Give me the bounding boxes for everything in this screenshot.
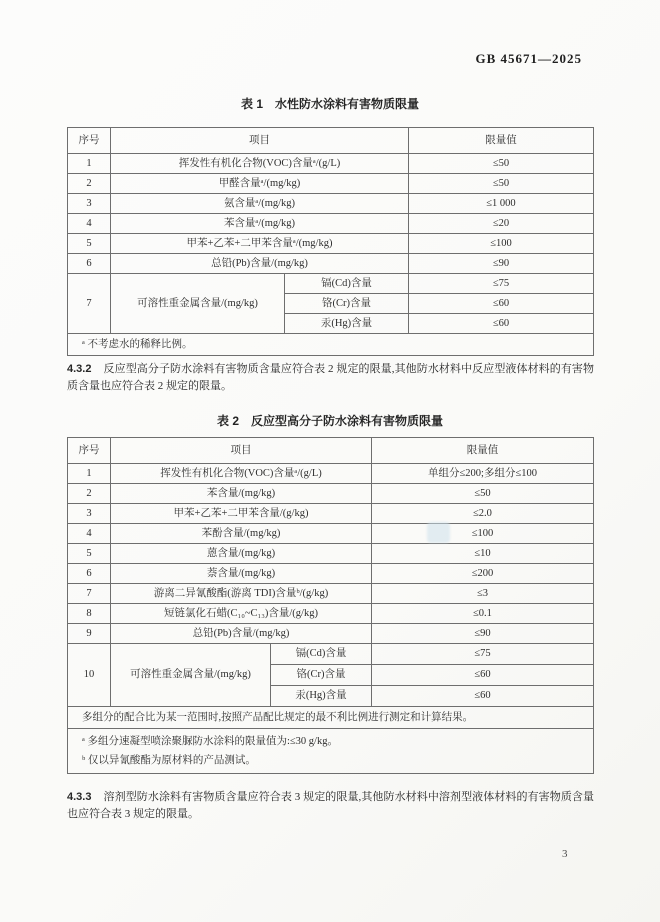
row-limit: ≤60	[372, 665, 594, 686]
row-item: 苯酚含量/(mg/kg)	[111, 524, 372, 544]
scan-watermark-blob	[427, 522, 450, 543]
table2-note: 多组分的配合比为某一范围时,按照产品配比规定的最不利比例进行测定和计算结果。	[68, 707, 594, 729]
table2-footnotes	[68, 729, 594, 774]
row-limit: ≤60	[409, 294, 594, 314]
row-limit: ≤50	[409, 154, 594, 174]
row-index: 3	[68, 504, 111, 524]
row-limit: 单组分≤200;多组分≤100	[372, 464, 594, 484]
row-index: 4	[68, 214, 111, 234]
row-item: 蒽含量/(mg/kg)	[111, 544, 372, 564]
row-index: 1	[68, 154, 111, 174]
row-index: 5	[68, 544, 111, 564]
table-row	[68, 174, 594, 194]
table1-footnote-row	[68, 334, 594, 356]
row-limit: ≤60	[409, 314, 594, 334]
row-index: 7	[68, 584, 111, 604]
table1-title: 表 1 水性防水涂料有害物质限量	[240, 97, 419, 111]
table-row	[68, 154, 594, 174]
row-limit: ≤50	[372, 484, 594, 504]
row-item: 总铅(Pb)含量/(mg/kg)	[111, 254, 409, 274]
table1	[67, 127, 594, 356]
row-subitem: 镉(Cd)含量	[271, 644, 372, 665]
row-index: 7	[68, 274, 111, 334]
table2	[67, 437, 594, 774]
row-index: 2	[68, 484, 111, 504]
table-row-group	[68, 274, 594, 294]
row-index: 9	[68, 624, 111, 644]
row-index: 1	[68, 464, 111, 484]
row-item-group: 可溶性重金属含量/(mg/kg)	[111, 644, 271, 707]
row-item: 苯含量ᵃ/(mg/kg)	[111, 214, 409, 234]
table-row	[68, 464, 594, 484]
table-row-group	[68, 644, 594, 665]
row-subitem: 汞(Hg)含量	[285, 314, 409, 334]
row-item: 总铅(Pb)含量/(mg/kg)	[111, 624, 372, 644]
row-limit: ≤0.1	[372, 604, 594, 624]
row-limit: ≤100	[409, 234, 594, 254]
row-index: 6	[68, 564, 111, 584]
row-limit: ≤1 000	[409, 194, 594, 214]
row-item: 挥发性有机化合物(VOC)含量ᵃ/(g/L)	[111, 154, 409, 174]
row-item: 挥发性有机化合物(VOC)含量ᵃ/(g/L)	[111, 464, 372, 484]
section-4-3-2	[67, 361, 594, 394]
page-number: 3	[562, 848, 568, 860]
table-row	[68, 544, 594, 564]
row-item: 短链氯化石蜡(C₁₀~C₁₃)含量/(g/kg)	[111, 604, 372, 624]
table-row	[68, 624, 594, 644]
table2-footnote-a: ᵃ 多组分速凝型喷涂聚脲防水涂料的限量值为:≤30 g/kg。	[82, 736, 338, 747]
table2-header-index: 序号	[68, 438, 111, 464]
table-row	[68, 234, 594, 254]
row-item-group: 可溶性重金属含量/(mg/kg)	[111, 274, 285, 334]
section-text: 溶剂型防水涂料有害物质含量应符合表 3 规定的限量,其他防水材料中溶剂型液体材料的有害物质含量也应符合表 3 规定的限量。	[67, 791, 594, 820]
row-item: 苯含量/(mg/kg)	[111, 484, 372, 504]
row-limit: ≤75	[372, 644, 594, 665]
table2-footnote-row	[68, 729, 594, 774]
table1-header-index: 序号	[68, 128, 111, 154]
table2-footnote-b: ᵇ 仅以异氰酸酯为原材料的产品测试。	[82, 755, 256, 766]
table-row	[68, 214, 594, 234]
table-row	[68, 484, 594, 504]
table2-header-limit: 限量值	[372, 438, 594, 464]
table-row	[68, 524, 594, 544]
row-item: 甲苯+乙苯+二甲苯含量/(g/kg)	[111, 504, 372, 524]
table1-header-row	[68, 128, 594, 154]
table1-footnote: ᵃ 不考虑水的稀释比例。	[68, 334, 594, 356]
table-row	[68, 564, 594, 584]
table2-note-row	[68, 707, 594, 729]
section-text: 反应型高分子防水涂料有害物质含量应符合表 2 规定的限量,其他防水材料中反应型液体材料的有害物质含量也应符合表 2 规定的限量。	[67, 363, 594, 392]
row-item: 甲苯+乙苯+二甲苯含量ᵃ/(mg/kg)	[111, 234, 409, 254]
row-subitem: 汞(Hg)含量	[271, 686, 372, 707]
row-limit: ≤60	[372, 686, 594, 707]
row-index: 10	[68, 644, 111, 707]
row-limit: ≤90	[372, 624, 594, 644]
row-index: 8	[68, 604, 111, 624]
table1-header-item: 项目	[111, 128, 409, 154]
section-number: 4.3.3	[67, 791, 92, 803]
section-4-3-3	[67, 789, 594, 822]
table-row	[68, 584, 594, 604]
row-item: 萘含量/(mg/kg)	[111, 564, 372, 584]
table1-header-limit: 限量值	[409, 128, 594, 154]
row-subitem: 铬(Cr)含量	[285, 294, 409, 314]
row-limit: ≤75	[409, 274, 594, 294]
row-limit: ≤90	[409, 254, 594, 274]
table-row	[68, 254, 594, 274]
section-number: 4.3.2	[67, 363, 92, 375]
row-item: 游离二异氰酸酯(游离 TDI)含量ᵇ/(g/kg)	[111, 584, 372, 604]
row-subitem: 铬(Cr)含量	[271, 665, 372, 686]
row-limit: ≤3	[372, 584, 594, 604]
row-index: 2	[68, 174, 111, 194]
row-limit: ≤20	[409, 214, 594, 234]
table2-header-item: 项目	[111, 438, 372, 464]
row-limit: ≤10	[372, 544, 594, 564]
row-index: 5	[68, 234, 111, 254]
row-item: 甲醛含量ᵃ/(mg/kg)	[111, 174, 409, 194]
row-limit: ≤2.0	[372, 504, 594, 524]
row-item: 氨含量ᵃ/(mg/kg)	[111, 194, 409, 214]
row-limit: ≤200	[372, 564, 594, 584]
table2-title: 表 2 反应型高分子防水涂料有害物质限量	[216, 414, 443, 428]
table-row	[68, 604, 594, 624]
table-row	[68, 194, 594, 214]
row-index: 4	[68, 524, 111, 544]
row-limit: ≤50	[409, 174, 594, 194]
row-index: 3	[68, 194, 111, 214]
row-subitem: 镉(Cd)含量	[285, 274, 409, 294]
standard-number-header: GB 45671—2025	[475, 51, 582, 66]
table2-header-row	[68, 438, 594, 464]
row-index: 6	[68, 254, 111, 274]
row-limit: ≤100	[372, 524, 594, 544]
table-row	[68, 504, 594, 524]
